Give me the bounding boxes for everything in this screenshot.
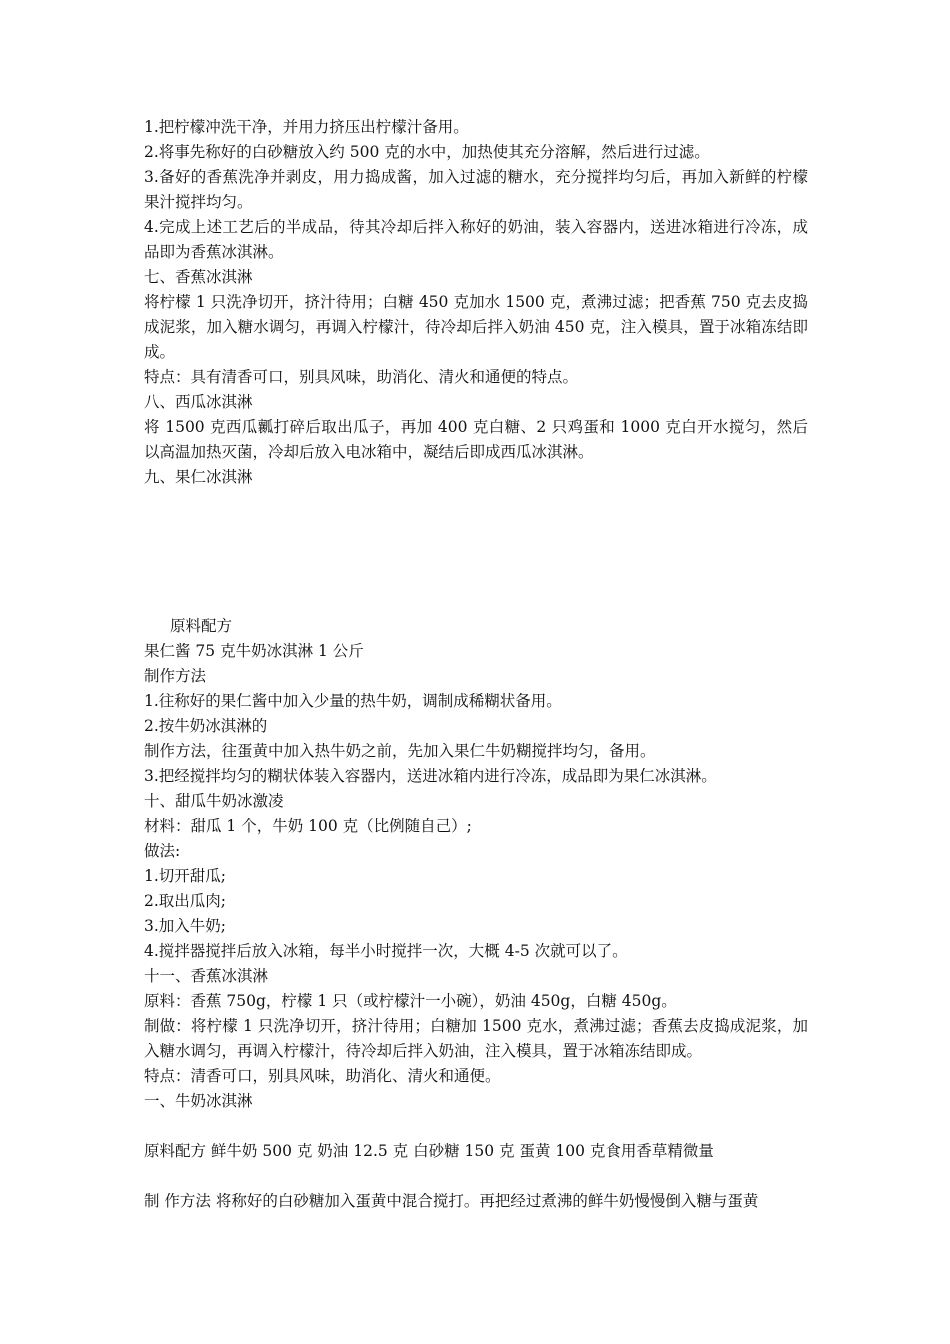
paragraph: 将 1500 克西瓜瓤打碎后取出瓜子，再加 400 克白糖、2 只鸡蛋和 1000 克白开水搅匀，然后以高温加热灭菌，冷却后放入电冰箱中，凝结后即成西瓜冰淇淋。 (144, 418, 808, 461)
paragraph: 1.往称好的果仁酱中加入少量的热牛奶，调制成稀糊状备用。 (144, 692, 562, 710)
recipe-section-upper (144, 115, 808, 490)
paragraph: 特点：具有清香可口，别具风味，助消化、清火和通便的特点。 (144, 368, 579, 386)
spacer (144, 1164, 808, 1189)
paragraph: 4.搅拌器搅拌后放入冰箱，每半小时搅拌一次，大概 4-5 次就可以了。 (144, 942, 628, 960)
paragraph: 果仁酱 75 克牛奶冰淇淋 1 公斤 (144, 642, 364, 660)
section-heading: 七、香蕉冰淇淋 (144, 268, 253, 286)
paragraph: 2.将事先称好的白砂糖放入约 500 克的水中，加热使其充分溶解，然后进行过滤。 (144, 143, 710, 161)
paragraph: 4.完成上述工艺后的半成品，待其冷却后拌入称好的奶油，装入容器内，送进冰箱进行冷冻，成品即为香蕉冰淇淋。 (144, 218, 808, 261)
paragraph: 原料：香蕉 750g，柠檬 1 只（或柠檬汁一小碗），奶油 450g，白糖 450g。 (144, 992, 677, 1010)
sub-heading: 原料配方 (170, 617, 233, 635)
section-heading: 一、牛奶冰淇淋 (144, 1092, 253, 1110)
paragraph: 1.把柠檬冲洗干净，并用力挤压出柠檬汁备用。 (144, 118, 469, 136)
section-heading: 九、果仁冰淇淋 (144, 468, 253, 486)
paragraph: 1.切开甜瓜; (144, 867, 227, 885)
recipe-section-lower (144, 614, 808, 1214)
paragraph: 特点：清香可口，别具风味，助消化、清火和通便。 (144, 1067, 501, 1085)
spacer (144, 1114, 808, 1139)
paragraph: 3.备好的香蕉洗净并剥皮，用力捣成酱，加入过滤的糖水，充分搅拌均匀后，再加入新鲜的柠檬果汁搅拌均匀。 (144, 168, 808, 211)
section-heading: 十、甜瓜牛奶冰激凌 (144, 792, 284, 810)
paragraph: 2.取出瓜肉; (144, 892, 227, 910)
section-heading: 十一、香蕉冰淇淋 (144, 967, 269, 985)
paragraph: 3.加入牛奶; (144, 917, 227, 935)
paragraph: 制做：将柠檬 1 只洗净切开，挤汁待用；白糖加 1500 克水，煮沸过滤；香蕉去皮捣成泥浆，加入糖水调匀，再调入柠檬汁，待冷却后拌入奶油，注入模具，置于冰箱冻结即成。 (144, 1017, 808, 1060)
section-heading: 八、西瓜冰淇淋 (144, 393, 253, 411)
paragraph: 制作方法 (144, 667, 207, 685)
paragraph: 做法: (144, 842, 181, 860)
paragraph: 原料配方 鲜牛奶 500 克 奶油 12.5 克 白砂糖 150 克 蛋黄 100 克食用香草精微量 (144, 1142, 714, 1160)
paragraph: 制 作方法 将称好的白砂糖加入蛋黄中混合搅打。再把经过煮沸的鲜牛奶慢慢倒入糖与蛋黄 (144, 1192, 759, 1210)
paragraph: 2.按牛奶冰淇淋的 (144, 717, 268, 735)
paragraph: 材料：甜瓜 1 个，牛奶 100 克（比例随自己）; (144, 817, 472, 835)
paragraph: 制作方法，往蛋黄中加入热牛奶之前，先加入果仁牛奶糊搅拌均匀，备用。 (144, 742, 656, 760)
paragraph: 将柠檬 1 只洗净切开，挤汁待用；白糖 450 克加水 1500 克，煮沸过滤；把香蕉 750 克去皮捣成泥浆，加入糖水调匀，再调入柠檬汁，待冷却后拌入奶油 450 克，注入模具，置于冰箱冻结即成。 (144, 293, 808, 361)
paragraph: 3.把经搅拌均匀的糊状体装入容器内，送进冰箱内进行冷冻，成品即为果仁冰淇淋。 (144, 767, 717, 785)
